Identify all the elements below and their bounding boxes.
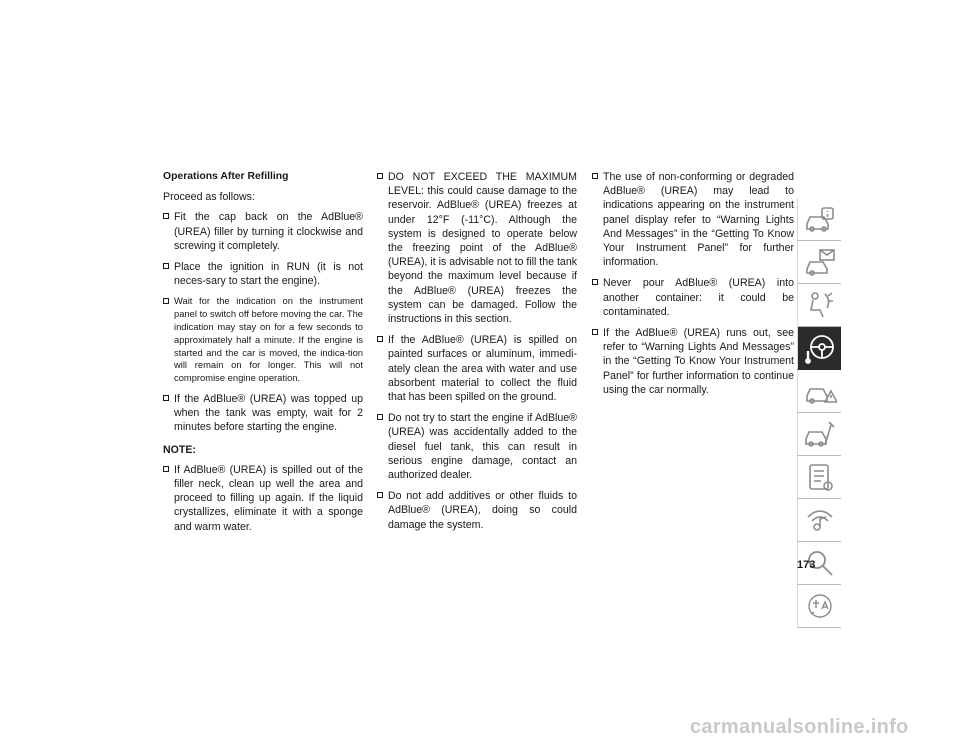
- note-list: [163, 463, 363, 534]
- watermark: carmanualsonline.info: [690, 716, 909, 738]
- steering-wheel-icon: [803, 331, 837, 365]
- tab-seat-airbag[interactable]: [797, 284, 841, 327]
- car-mail-icon: [803, 245, 837, 279]
- intro-text: Proceed as follows:: [163, 191, 255, 204]
- list-item: Wait for the indication on the instrument panel to switch off before moving the car. The indication may stay on for a few seconds to approximately half a minute. If the engine is started and the car is moved, the indica-tion will remain on for longer. This will not compromise engine operation.: [163, 295, 363, 385]
- tab-car-mail[interactable]: [797, 241, 841, 284]
- car-warning-icon: [803, 374, 837, 408]
- car-info-icon: [803, 202, 837, 236]
- bullet-box-icon: [592, 173, 598, 179]
- list-item: The use of non-conforming or degraded AdBlue® (UREA) may lead to indications appearing on the instrument panel display refer to “Warning Lights And Messages” in the “Getting To Know Your Instrument Panel” for further information.: [592, 170, 794, 269]
- tab-language[interactable]: [797, 585, 841, 628]
- bullet-box-icon: [377, 173, 383, 179]
- column-1: [163, 170, 363, 541]
- bullet-box-icon: [377, 336, 383, 342]
- bullet-box-icon: [163, 213, 169, 219]
- tab-car-warning[interactable]: [797, 370, 841, 413]
- cautions-list: [592, 170, 794, 397]
- page-number: 173: [797, 559, 816, 571]
- music-nav-icon: [803, 503, 837, 537]
- list-item: If the AdBlue® (UREA) was topped up when the tank was empty, wait for 2 minutes before starting the engine.: [163, 392, 363, 435]
- checklist-icon: [803, 460, 837, 494]
- note-label: NOTE:: [163, 443, 196, 456]
- language-icon: [803, 589, 837, 623]
- steps-list: [163, 210, 363, 434]
- bullet-box-icon: [163, 298, 169, 304]
- list-item: If the AdBlue® (UREA) runs out, see refer to “Warning Lights And Messages” in the “Getting To Know Your Instrument Panel” for further information to continue using the car normally.: [592, 326, 794, 397]
- bullet-box-icon: [592, 279, 598, 285]
- bullet-box-icon: [592, 329, 598, 335]
- tab-checklist[interactable]: [797, 456, 841, 499]
- bullet-box-icon: [377, 414, 383, 420]
- bullet-box-icon: [377, 492, 383, 498]
- tab-steering-wheel[interactable]: [797, 327, 841, 370]
- section-heading: Operations After Refilling: [163, 171, 289, 182]
- tab-car-service[interactable]: [797, 413, 841, 456]
- list-item: If the AdBlue® (UREA) is spilled on painted surfaces or aluminum, immedi-ately clean the area with water and use absorbent material to collect the fluid that has been spilled on the ground.: [377, 333, 577, 404]
- column-2: [377, 170, 577, 539]
- list-item: Do not try to start the engine if AdBlue® (UREA) was accidentally added to the diesel fuel tank, this can result in serious engine damage, contact an authorized dealer.: [377, 411, 577, 482]
- list-item: Never pour AdBlue® (UREA) into another container: it could be contaminated.: [592, 276, 794, 319]
- list-item: DO NOT EXCEED THE MAXIMUM LEVEL: this could cause damage to the reservoir. AdBlue® (UREA) freezes at under 12°F (-11°C). Although the system is designed to operate below the freezing point of the AdBlue® (UREA), it is advisable not to fill the tank beyond the maximum level because if the AdBlue® (UREA) freezes the system can be damaged. Follow the instructions in this section.: [377, 170, 577, 326]
- bullet-box-icon: [163, 263, 169, 269]
- seat-airbag-icon: [803, 288, 837, 322]
- column-3: [592, 170, 794, 404]
- bullet-box-icon: [163, 395, 169, 401]
- car-service-icon: [803, 417, 837, 451]
- list-item: Place the ignition in RUN (it is not neces-sary to start the engine).: [163, 260, 363, 288]
- tab-music-nav[interactable]: [797, 499, 841, 542]
- tab-car-info[interactable]: [797, 198, 841, 241]
- warnings-list: [377, 170, 577, 532]
- list-item: Do not add additives or other fluids to AdBlue® (UREA), doing so could damage the system.: [377, 489, 577, 532]
- list-item: Fit the cap back on the AdBlue® (UREA) filler by turning it clockwise and screwing it completely.: [163, 210, 363, 253]
- bullet-box-icon: [163, 466, 169, 472]
- list-item: If AdBlue® (UREA) is spilled out of the filler neck, clean up well the area and proceed to filling up again. If the liquid crystallizes, eliminate it with a sponge and warm water.: [163, 463, 363, 534]
